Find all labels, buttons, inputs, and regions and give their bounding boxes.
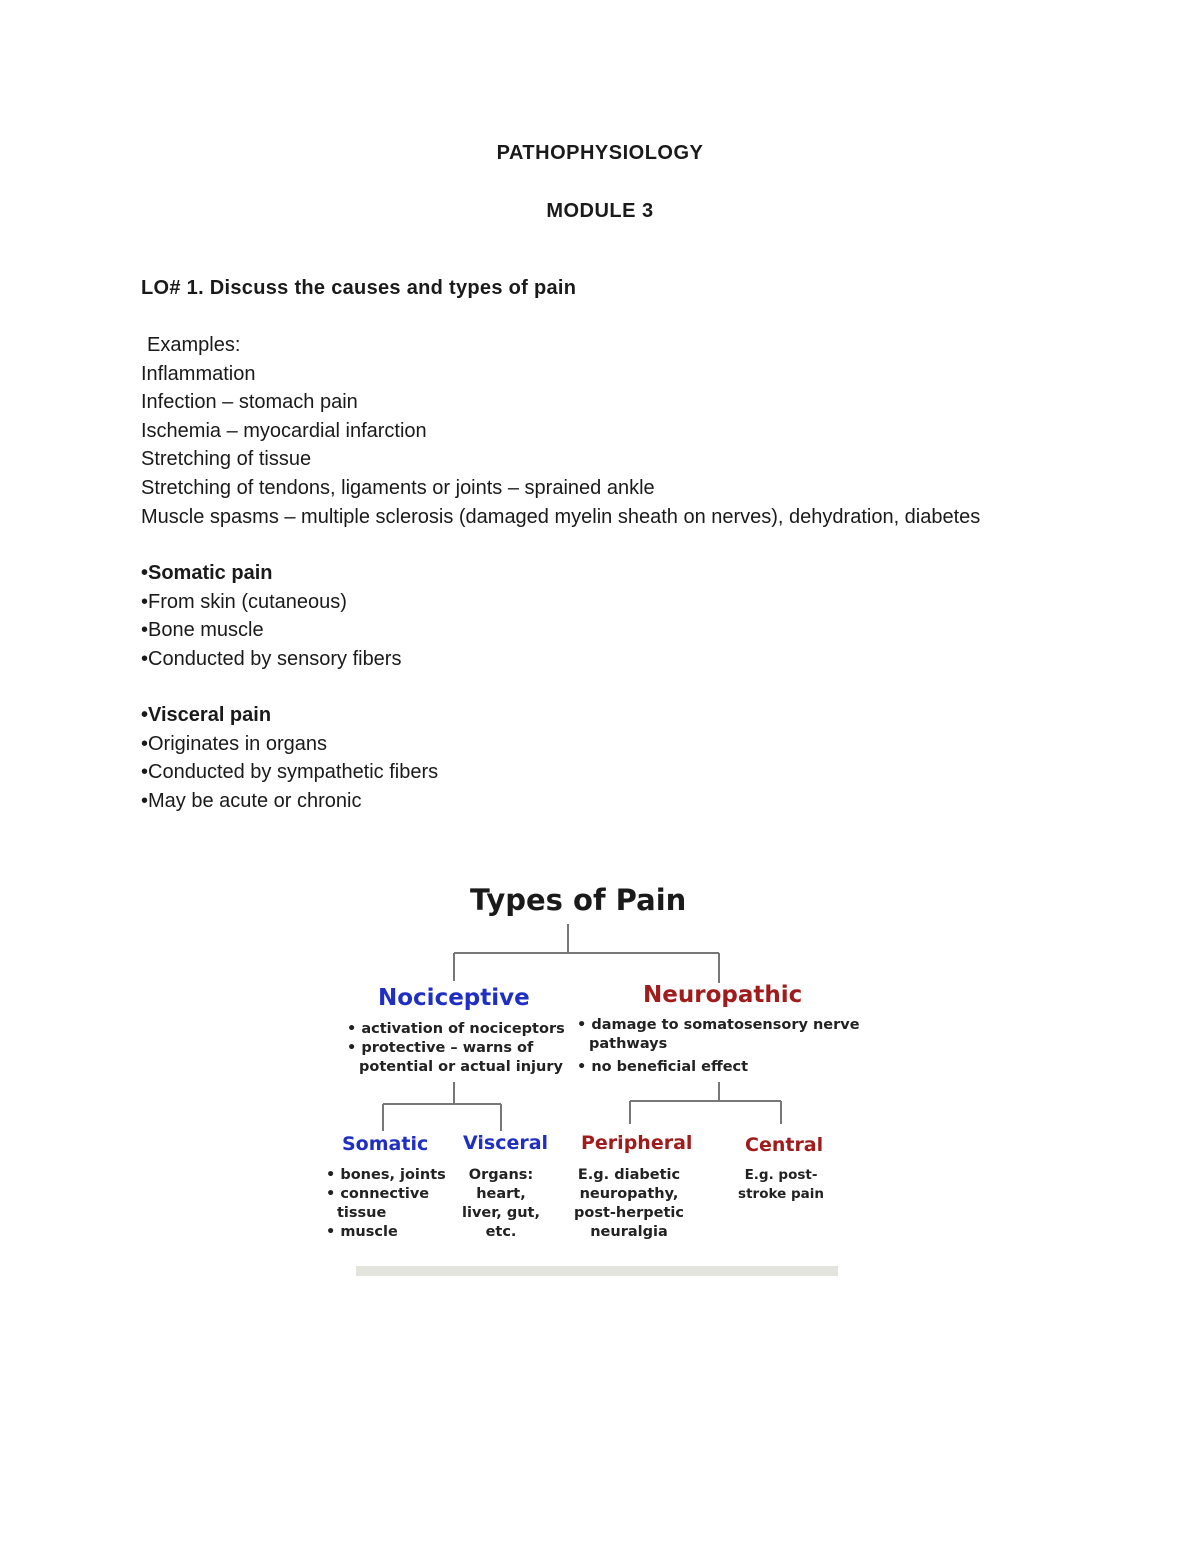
visceral-lines [451, 1166, 551, 1242]
neuropathic-heading: Neuropathic [643, 982, 803, 1008]
list-item: •Bone muscle [141, 619, 264, 642]
bullet-item: pathways [589, 1036, 668, 1052]
bottom-bar [356, 1266, 838, 1276]
visceral-heading: Visceral [463, 1132, 549, 1154]
text-line: Organs: [468, 1167, 534, 1183]
peripheral-heading: Peripheral [581, 1132, 693, 1154]
document-title: PATHOPHYSIOLOGY [496, 142, 704, 164]
bullet-item: potential or actual injury [359, 1059, 563, 1075]
central-heading: Central [745, 1134, 824, 1156]
list-item: Muscle spasms – multiple sclerosis (damaged myelin sheath on nerves), dehydration, diabetes [141, 505, 981, 528]
bullet-item: • damage to somatosensory nerve [577, 1017, 860, 1033]
text-line: • bones, joints [326, 1167, 446, 1183]
text-line: liver, gut, [462, 1205, 540, 1221]
visceral-pain-heading: •Visceral pain [141, 704, 272, 726]
text-line: stroke pain [738, 1186, 824, 1202]
list-item: Stretching of tissue [141, 448, 312, 471]
list-item: •Conducted by sympathetic fibers [141, 761, 439, 784]
list-item: •From skin (cutaneous) [141, 590, 347, 613]
text-line: neuropathy, [579, 1186, 679, 1202]
text-line: etc. [485, 1224, 517, 1240]
nociceptive-bullets [347, 1020, 565, 1077]
text-line: E.g. post- [744, 1167, 818, 1183]
text-line: • muscle [326, 1224, 398, 1240]
neuropathic-bullets [577, 1016, 860, 1077]
somatic-heading: Somatic [342, 1133, 429, 1155]
bullet-item: • no beneficial effect [577, 1059, 749, 1075]
text-line: tissue [337, 1205, 387, 1221]
text-line: post-herpetic [574, 1205, 684, 1221]
peripheral-lines [569, 1166, 689, 1242]
list-item: Infection – stomach pain [141, 391, 358, 414]
text-line: neuralgia [590, 1224, 668, 1240]
somatic-lines [326, 1166, 446, 1242]
list-item: Ischemia – myocardial infarction [141, 419, 427, 442]
diagram-title: Types of Pain [470, 883, 687, 917]
text-line: E.g. diabetic [577, 1167, 681, 1183]
examples-heading: Examples: [147, 334, 241, 356]
list-item: •Originates in organs [141, 732, 327, 755]
nociceptive-heading: Nociceptive [378, 985, 530, 1011]
module-title: MODULE 3 [546, 200, 654, 222]
list-item: •Conducted by sensory fibers [141, 647, 402, 670]
text-line: • connective [326, 1186, 430, 1202]
list-item: Stretching of tendons, ligaments or joints – sprained ankle [141, 476, 655, 499]
bullet-item: • protective – warns of [347, 1040, 534, 1056]
list-item: •May be acute or chronic [141, 789, 362, 812]
list-item: Inflammation [141, 362, 256, 385]
learning-objective: LO# 1. Discuss the causes and types of pain [141, 277, 577, 299]
somatic-pain-heading: •Somatic pain [141, 562, 273, 584]
text-line: heart, [476, 1186, 526, 1202]
central-lines [731, 1166, 831, 1204]
bullet-item: • activation of nociceptors [347, 1021, 565, 1037]
